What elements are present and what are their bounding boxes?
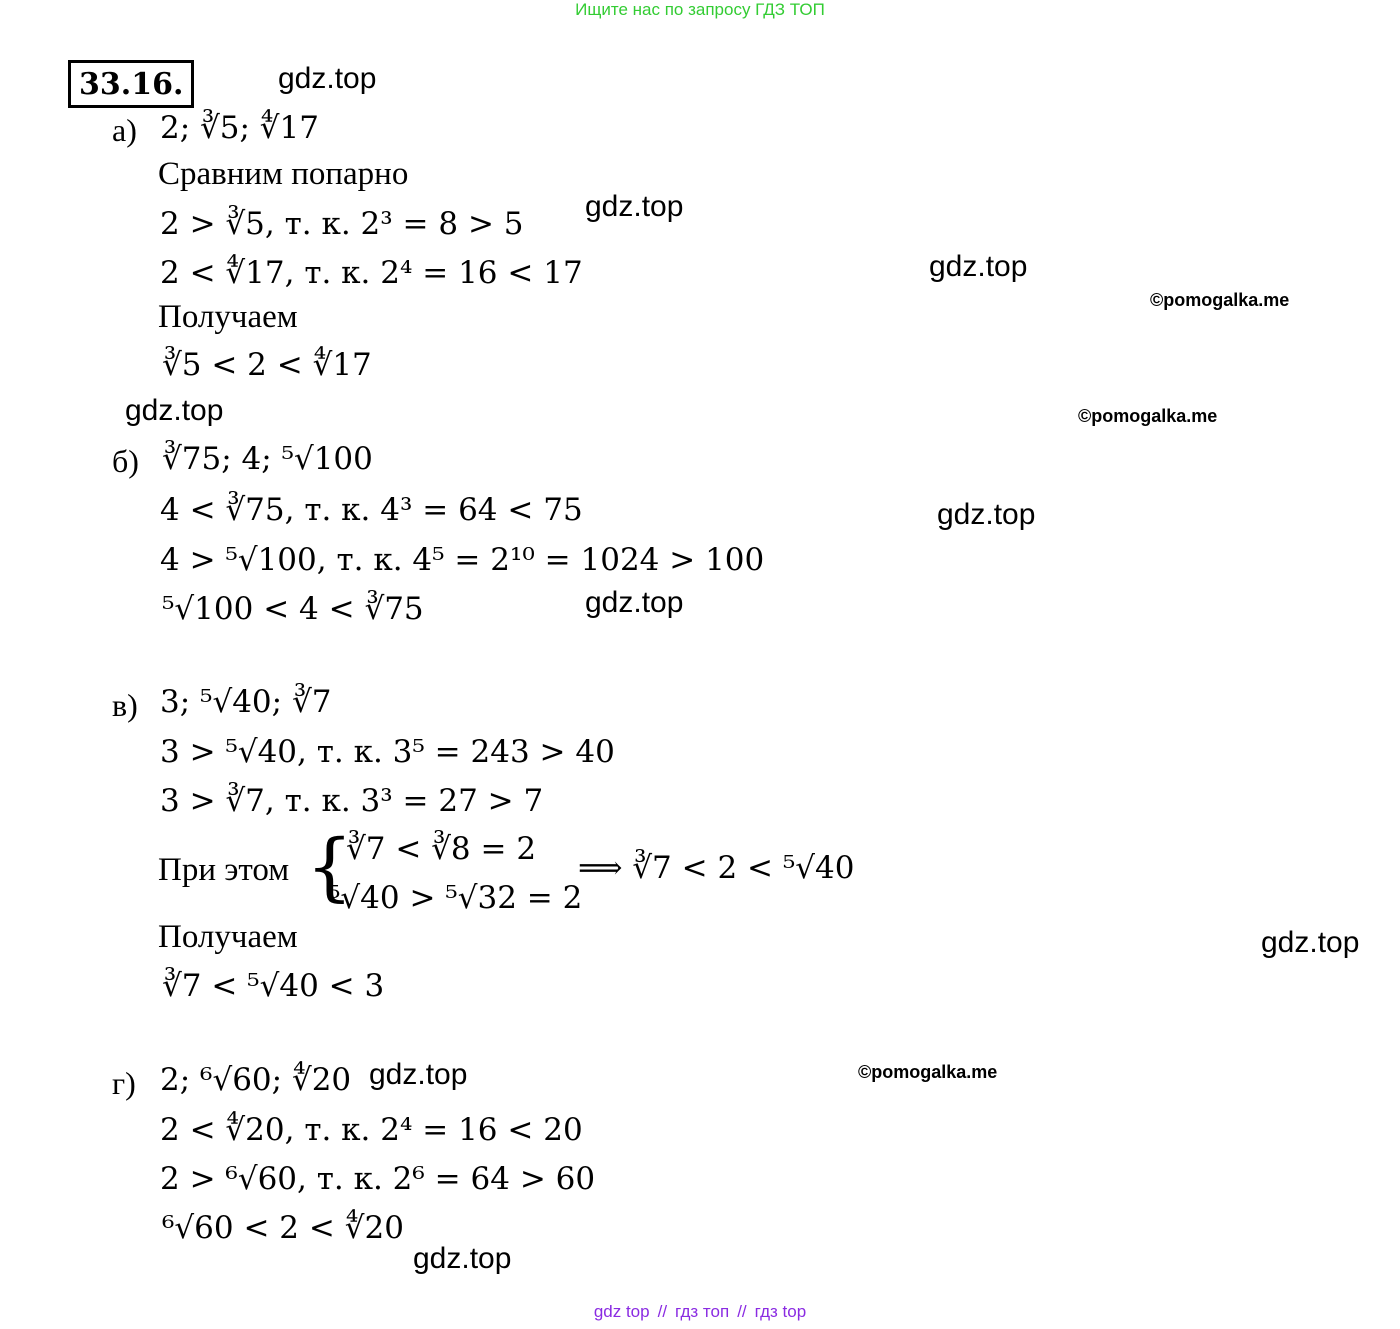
watermark-copyright: ©pomogalka.me (1150, 290, 1290, 310)
watermark-gdz: gdz.top (1261, 926, 1360, 959)
part-g-comparison: 2 < ∜20, т. к. 2⁴ = 16 < 20 (160, 1112, 583, 1148)
part-label-v: в) (112, 687, 138, 723)
part-a-text: Получаем (158, 299, 298, 335)
part-a-given: 2; ∛5; ∜17 (160, 110, 319, 146)
part-b-result: ⁵√100 < 4 < ∛75 (162, 591, 424, 627)
part-v-system-conclusion: ⟹ ∛7 < 2 < ⁵√40 (578, 850, 855, 886)
bottom-separator: // (737, 1302, 747, 1321)
bottom-banner (0, 1302, 1400, 1322)
watermark-gdz: gdz.top (929, 250, 1028, 283)
bottom-link[interactable]: гдз топ (675, 1302, 730, 1321)
watermark-gdz: gdz.top (585, 190, 684, 223)
watermark-copyright: ©pomogalka.me (858, 1062, 998, 1082)
part-v-text: Получаем (158, 919, 298, 955)
part-a-comparison: 2 < ∜17, т. к. 2⁴ = 16 < 17 (160, 255, 583, 291)
part-b-given: ∛75; 4; ⁵√100 (162, 441, 373, 477)
watermark-gdz: gdz.top (369, 1058, 468, 1091)
part-b-comparison: 4 > ⁵√100, т. к. 4⁵ = 2¹⁰ = 1024 > 100 (160, 542, 765, 578)
watermark-gdz: gdz.top (278, 62, 377, 95)
problem-number: 33.16. (68, 60, 194, 108)
part-a-result: ∛5 < 2 < ∜17 (162, 347, 372, 383)
part-label-g: г) (112, 1065, 136, 1101)
part-v-comparison: 3 > ∛7, т. к. 3³ = 27 > 7 (160, 783, 544, 819)
watermark-gdz: gdz.top (937, 498, 1036, 531)
part-label-a: а) (112, 112, 137, 148)
part-v-system-row: ⁵√40 > ⁵√32 = 2 (328, 880, 583, 916)
watermark-gdz: gdz.top (585, 586, 684, 619)
part-v-system-prefix: При этом (158, 852, 290, 888)
bottom-separator: // (657, 1302, 668, 1321)
part-b-comparison: 4 < ∛75, т. к. 4³ = 64 < 75 (160, 492, 583, 528)
system-brace: { (306, 824, 354, 910)
part-g-comparison: 2 > ⁶√60, т. к. 2⁶ = 64 > 60 (160, 1161, 596, 1197)
part-a-comparison: 2 > ∛5, т. к. 2³ = 8 > 5 (160, 206, 524, 242)
bottom-link[interactable]: gdz top (593, 1302, 650, 1321)
part-label-b: б) (112, 443, 139, 479)
watermark-gdz: gdz.top (413, 1242, 512, 1275)
part-v-result: ∛7 < ⁵√40 < 3 (162, 968, 385, 1004)
part-a-text: Сравним попарно (158, 156, 409, 192)
watermark-gdz: gdz.top (125, 394, 224, 427)
part-g-given: 2; ⁶√60; ∜20 (160, 1062, 352, 1098)
watermark-copyright: ©pomogalka.me (1078, 406, 1218, 426)
bottom-link[interactable]: гдз top (754, 1302, 807, 1321)
top-banner: Ищите нас по запросу ГДЗ ТОП (575, 0, 825, 19)
part-v-system-row: ∛7 < ∛8 = 2 (346, 831, 537, 867)
part-v-comparison: 3 > ⁵√40, т. к. 3⁵ = 243 > 40 (160, 734, 615, 770)
part-v-given: 3; ⁵√40; ∛7 (160, 684, 332, 720)
part-g-result: ⁶√60 < 2 < ∜20 (162, 1210, 404, 1246)
